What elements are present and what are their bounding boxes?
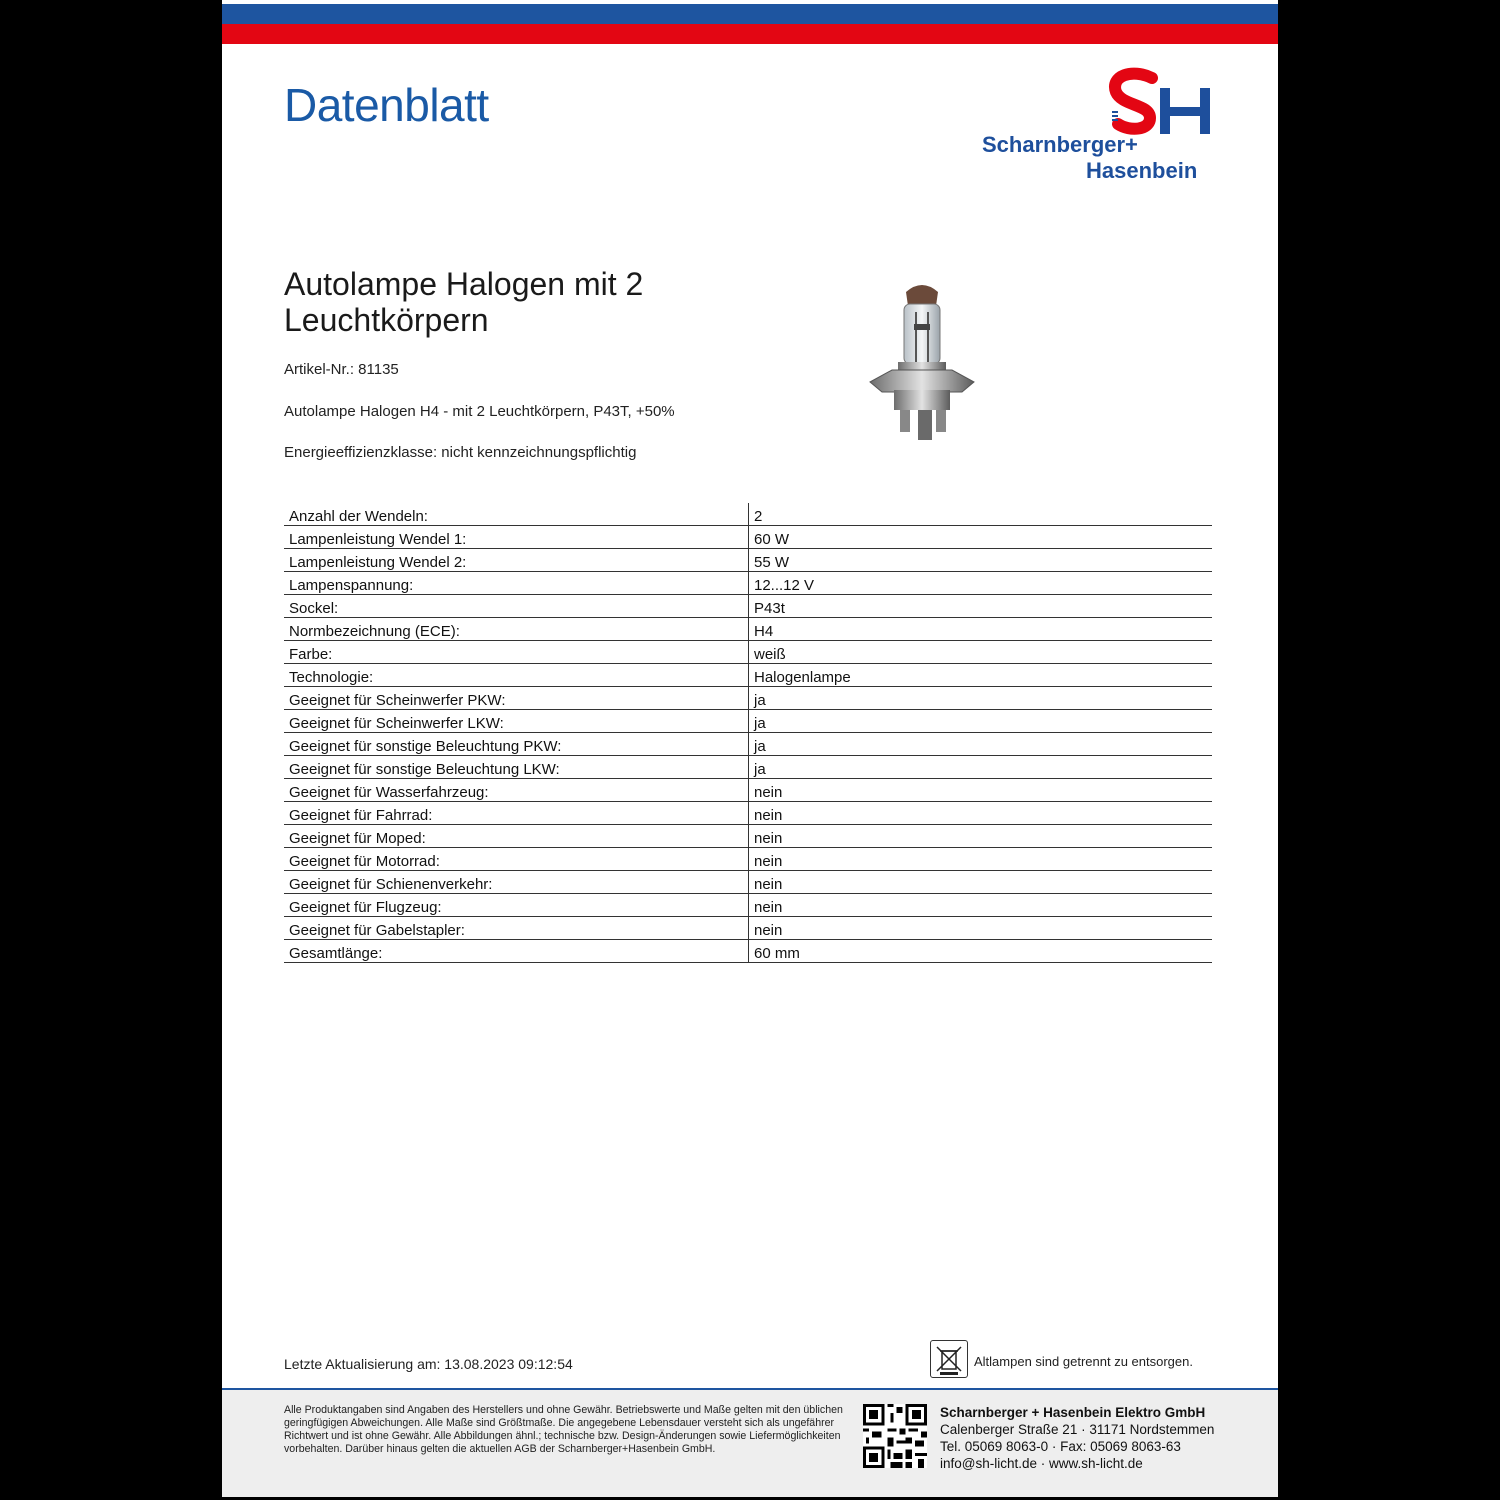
spec-value: H4 (749, 618, 1213, 641)
spec-key: Geeignet für Wasserfahrzeug: (284, 779, 749, 802)
spec-row (284, 503, 1212, 526)
document-title: Datenblatt (284, 79, 489, 131)
spec-row (284, 825, 1212, 848)
crossed-bin-icon (930, 1340, 968, 1378)
spec-row (284, 733, 1212, 756)
spec-key: Geeignet für Moped: (284, 825, 749, 848)
spec-key: Geeignet für Scheinwerfer LKW: (284, 710, 749, 733)
spec-key: Geeignet für sonstige Beleuchtung LKW: (284, 756, 749, 779)
product-title: Autolampe Halogen mit 2 Leuchtkörpern (284, 266, 644, 338)
logo-text-line2: Hasenbein (1086, 158, 1198, 183)
company-logo (982, 66, 1222, 186)
spec-key: Sockel: (284, 595, 749, 618)
specs-table (284, 503, 1212, 963)
spec-value: nein (749, 894, 1213, 917)
spec-value: ja (749, 710, 1213, 733)
header-band-blue (222, 4, 1278, 24)
spec-key: Lampenspannung: (284, 572, 749, 595)
spec-key: Gesamtlänge: (284, 940, 749, 963)
spec-row (284, 917, 1212, 940)
spec-value: nein (749, 848, 1213, 871)
spec-value: weiß (749, 641, 1213, 664)
company-web: info@sh-licht.de · www.sh-licht.de (940, 1456, 1143, 1471)
spec-key: Anzahl der Wendeln: (284, 503, 749, 526)
spec-row (284, 802, 1212, 825)
spec-key: Technologie: (284, 664, 749, 687)
spec-value: ja (749, 756, 1213, 779)
article-number: Artikel-Nr.: 81135 (284, 361, 399, 378)
spec-value: nein (749, 825, 1213, 848)
spec-key: Geeignet für Gabelstapler: (284, 917, 749, 940)
spec-key: Lampenleistung Wendel 2: (284, 549, 749, 572)
spec-key: Farbe: (284, 641, 749, 664)
last-updated: Letzte Aktualisierung am: 13.08.2023 09:12:54 (284, 1356, 573, 1372)
spec-row (284, 940, 1212, 963)
spec-key: Geeignet für Schienenverkehr: (284, 871, 749, 894)
spec-row (284, 710, 1212, 733)
recycle-notice: Altlampen sind getrennt zu entsorgen. (974, 1354, 1193, 1369)
spec-row (284, 848, 1212, 871)
spec-row (284, 526, 1212, 549)
company-name: Scharnberger + Hasenbein Elektro GmbH (940, 1405, 1206, 1420)
spec-row (284, 572, 1212, 595)
spec-row (284, 756, 1212, 779)
spec-row (284, 664, 1212, 687)
halogen-bulb-h4-icon (862, 282, 982, 452)
sh-logo-icon (982, 66, 1222, 136)
spec-key: Lampenleistung Wendel 1: (284, 526, 749, 549)
spec-value: ja (749, 733, 1213, 756)
spec-row (284, 618, 1212, 641)
spec-row (284, 779, 1212, 802)
spec-value: 55 W (749, 549, 1213, 572)
spec-key: Normbezeichnung (ECE): (284, 618, 749, 641)
qr-code-icon (863, 1404, 927, 1468)
spec-key: Geeignet für Fahrrad: (284, 802, 749, 825)
spec-row (284, 894, 1212, 917)
energy-class: Energieeffizienzklasse: nicht kennzeichnungspflichtig (284, 444, 637, 461)
spec-key: Geeignet für Flugzeug: (284, 894, 749, 917)
spec-value: 2 (749, 503, 1213, 526)
spec-value: 12...12 V (749, 572, 1213, 595)
spec-key: Geeignet für Motorrad: (284, 848, 749, 871)
spec-value: nein (749, 871, 1213, 894)
spec-key: Geeignet für Scheinwerfer PKW: (284, 687, 749, 710)
spec-value: nein (749, 802, 1213, 825)
spec-value: Halogenlampe (749, 664, 1213, 687)
spec-row (284, 549, 1212, 572)
product-description: Autolampe Halogen H4 - mit 2 Leuchtkörpern, P43T, +50% (284, 403, 675, 420)
footer (222, 1388, 1278, 1497)
spec-row (284, 687, 1212, 710)
datasheet-page (222, 0, 1278, 1497)
company-address: Calenberger Straße 21 · 31171 Nordstemmen (940, 1422, 1215, 1437)
spec-row (284, 595, 1212, 618)
spec-value: ja (749, 687, 1213, 710)
spec-value: nein (749, 779, 1213, 802)
disclaimer: Alle Produktangaben sind Angaben des Herstellers und ohne Gewähr. Betriebswerte und Maße gelten mit den üblichen geringfügigen Abweichungen. Alle Maße sind Größtmaße. Die angegebene Lebensdauer versteht sich als ungefährer Richtwert und ist ohne Gewähr. Alle Abbildungen ähnl.; technische bzw. Design-Änderungen sowie Liefermöglichkeiten vorbehalten. Darüber hinaus gelten die aktuellen AGB der Scharnberger+Hasenbein GmbH. (284, 1404, 843, 1455)
header-band-red (222, 24, 1278, 44)
company-info (940, 1404, 1214, 1472)
company-phone: Tel. 05069 8063-0 · Fax: 05069 8063-63 (940, 1439, 1181, 1454)
spec-value: P43t (749, 595, 1213, 618)
spec-key: Geeignet für sonstige Beleuchtung PKW: (284, 733, 749, 756)
spec-row (284, 871, 1212, 894)
spec-value: 60 W (749, 526, 1213, 549)
spec-value: 60 mm (749, 940, 1213, 963)
logo-text-line1: Scharnberger+ (982, 132, 1138, 157)
spec-value: nein (749, 917, 1213, 940)
spec-row (284, 641, 1212, 664)
